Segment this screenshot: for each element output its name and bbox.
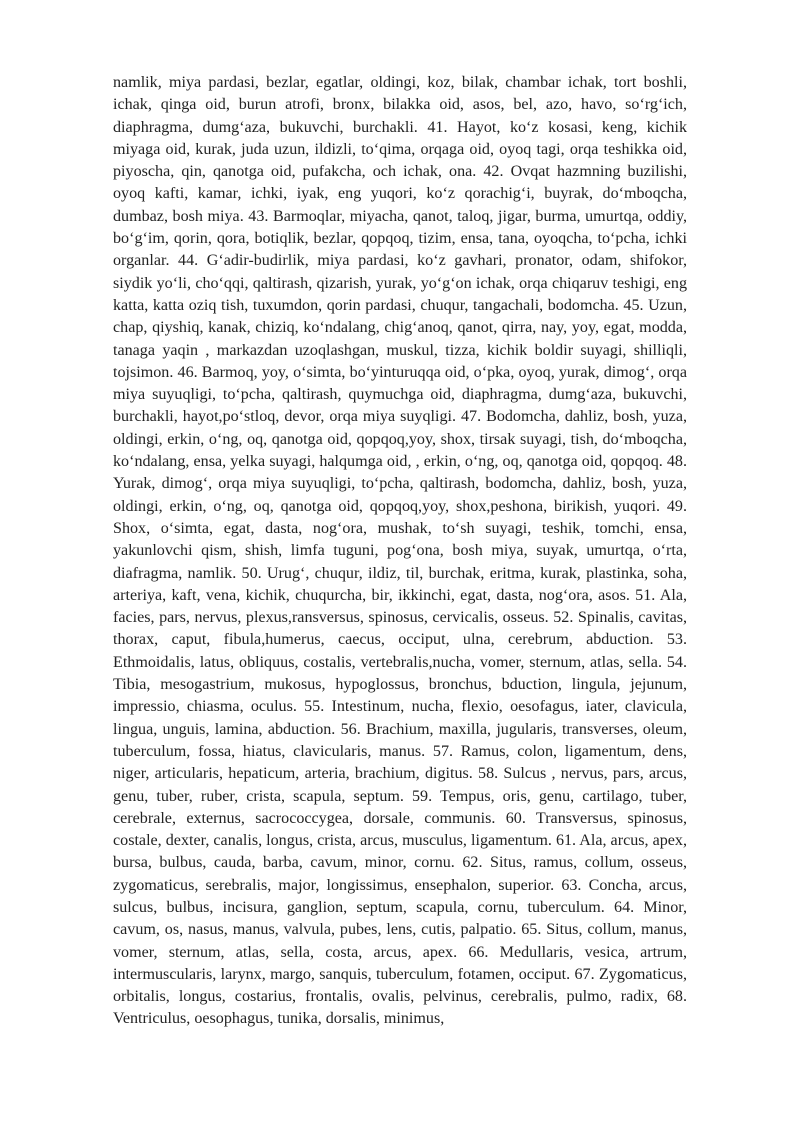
body-paragraph: namlik, miya pardasi, bezlar, egatlar, oldingi, koz, bilak, chambar ichak, tort boshli, ichak, qinga oid, burun atrofi, bronx, bilakka oid, asos, bel, azo, havo, so‘rg‘ich, diaphragma, dumg‘aza, bukuvchi, burchakli. 41. Hayot, ko‘z kosasi, keng, kichik miyaga oid, kurak, juda uzun, ildizli, to‘qima, orqaga oid, oyoq tagi, orqa teshikka oid, piyoscha, qin, qanotga oid, pufakcha, och ichak, ona. 42. Ovqat hazmning buzilishi, oyoq kafti, kamar, ichki, iyak, eng yuqori, ko‘z qorachig‘i, buyrak, do‘mboqcha, dumbaz, bosh miya. 43. Barmoqlar, miyacha, qanot, taloq, jigar, burma, umurtqa, oddiy, bo‘g‘im, qorin, qora, botiqlik, bezlar, qopqoq, tizim, ensa, tana, oyoqcha, to‘pcha, ichki organlar. 44. G‘adir-budirlik, miya pardasi, ko‘z gavhari, pronator, odam, shifokor, siydik yo‘li, cho‘qqi, qaltirash, qizarish, yurak, yo‘g‘on ichak, orqa chiqaruv teshigi, eng katta, katta oziq tish, tuxumdon, qorin pardasi, chuqur, tangachali, bodomcha. 45. Uzun, chap, qiyshiq, kanak, chiziq, ko‘ndalang, chig‘anoq, qanot, qirra, nay, yoy, egat, modda, tanaga yaqin , markazdan uzoqlashgan, muskul, tizza, kichik boldir suyagi, shilliqli, tojsimon. 46. Barmoq, yoy, o‘simta, bo‘yinturuqqa oid, o‘pka, oyoq, yurak, dimog‘, orqa miya suyuqligi, to‘pcha, qaltirash, quymuchga oid, diaphragma, dumg‘aza, bukuvchi, burchakli, hayot,po‘stloq, devor, orqa miya suyqligi. 47. Bodomcha, dahliz, bosh, yuza, oldingi, erkin, o‘ng, oq, qanotga oid, qopqoq,yoy, shox, tirsak suyagi, tish, do‘mboqcha, ko‘ndalang, ensa, yelka suyagi, halqumga oid, , erkin, o‘ng, oq, qanotga oid, qopqoq. 48. Yurak, dimog‘, orqa miya suyuqligi, to‘pcha, qaltirash, bodomcha, dahliz, bosh, yuza, oldingi, erkin, o‘ng, oq, qanotga oid, qopqoq,yoy, shox,peshona, birikish, yuqori. 49. Shox, o‘simta, egat, dasta, nog‘ora, mushak, to‘sh suyagi, teshik, tomchi, ensa, yakunlovchi qism, shish, limfa tuguni, pog‘ona, bosh miya, suyak, umurtqa, o‘rta, diafragma, namlik. 50. Urug‘, chuqur, ildiz, til, burchak, eritma, kurak, plastinka, soha, arteriya, kaft, vena, kichik, chuqurcha, bir, ikkinchi, egat, dasta, nog‘ora, asos. 51. Ala, facies, pars, nervus, plexus,ransversus, spinosus, cervicalis, osseus. 52. Spinalis, cavitas, thorax, caput, fibula,humerus, caecus, occiput, ulna, cerebrum, abduction. 53. Ethmoidalis, latus, obliquus, costalis, vertebralis,nucha, vomer, sternum, atlas, sella. 54. Tibia, mesogastrium, mukosus, hypoglossus, bronchus, bduction, lingula, jejunum, impressio, chiasma, oculus. 55. Intestinum, nucha, flexio, oesofagus, iater, clavicula, lingua, unguis, lamina, abduction. 56. Brachium, maxilla, jugularis, transverses, oleum, tuberculum, fossa, hiatus, clavicularis, manus. 57. Ramus, colon, ligamentum, dens, niger, articularis, hepaticum, arteria, brachium, digitus. 58. Sulcus , nervus, pars, arcus, genu, tuber, ruber, crista, scapula, septum. 59. Tempus, oris, genu, cartilago, tuber, cerebrale, externus, sacrococcygea, dorsale, communis. 60. Transversus, spinosus, costale, dexter, canalis, longus, crista, arcus, musculus, ligamentum. 61. Ala, arcus, apex, bursa, bulbus, cauda, barba, cavum, minor, cornu. 62. Situs, ramus, collum, osseus, zygomaticus, serebralis, major, longissimus, ensephalon, superior. 63. Concha, arcus, sulcus, bulbus, incisura, ganglion, septum, scapula, cornu, tuberculum. 64. Minor, cavum, os, nasus, manus, valvula, pubes, lens, cutis, palpatio. 65. Situs, collum, manus, vomer, sternum, atlas, sella, costa, arcus, apex. 66. Medullaris, vesica, artrum, intermuscularis, larynx, margo, sanquis, tuberculum, fotamen, occiput. 67. Zygomaticus, orbitalis, longus, costarius, frontalis, ovalis, pelvinus, cerebralis, pulmo, radix, 68. Ventriculus, oesophagus, tunika, dorsalis, minimus,: [113, 74, 687, 1028]
document-page: [113, 72, 687, 1031]
